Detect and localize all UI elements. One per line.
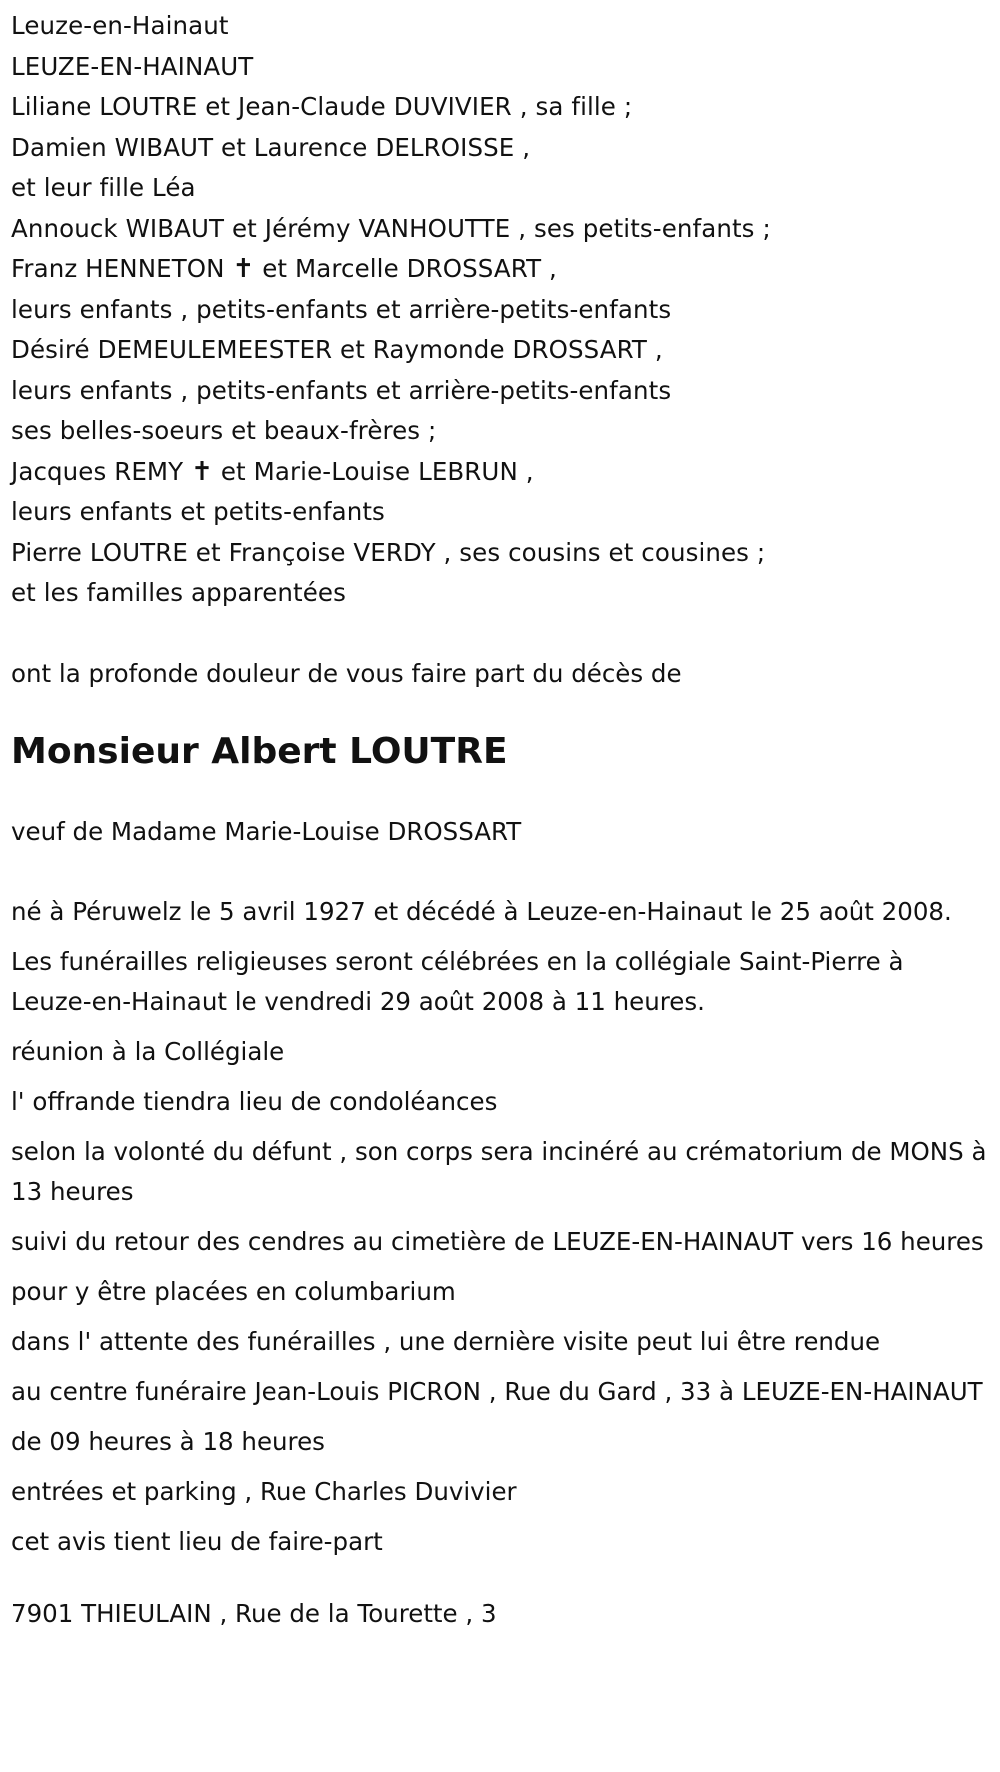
detail-line: suivi du retour des cendres au cimetière de LEUZE-EN-HAINAUT vers 16 heures — [11, 1226, 984, 1256]
family-line: ses belles-soeurs et beaux-frères ; — [11, 416, 437, 445]
detail-line: dans l' attente des funérailles , une dernière visite peut lui être rendue — [11, 1326, 881, 1356]
family-line: LEUZE-EN-HAINAUT — [11, 51, 254, 81]
family-line: Leuze-en-Hainaut — [11, 11, 229, 40]
cross-icon: ✝ — [232, 254, 255, 284]
family-line — [11, 452, 989, 493]
detail-line: pour y être placées en columbarium — [11, 1276, 456, 1306]
family-line: Liliane LOUTRE et Jean-Claude DUVIVIER , sa fille ; — [11, 92, 633, 121]
family-line: Damien WIBAUT et Laurence DELROISSE , — [11, 132, 531, 162]
cross-icon: ✝ — [191, 456, 213, 487]
family-line: et les familles apparentées — [11, 578, 346, 607]
announcement-intro: ont la profonde douleur de vous faire part du décès de — [11, 658, 682, 688]
detail-line: Les funérailles religieuses seront célébrées en la collégiale Saint-Pierre à Leuze-en-Hainaut le vendredi 29 août 2008 à 11 heures. — [11, 946, 904, 1016]
family-line — [11, 249, 989, 290]
detail-line: réunion à la Collégiale — [11, 1036, 285, 1066]
detail-line: l' offrande tiendra lieu de condoléances — [11, 1086, 498, 1116]
family-line: et leur fille Léa — [11, 173, 196, 202]
family-line: leurs enfants , petits-enfants et arrière-petits-enfants — [11, 294, 672, 324]
family-line: Annouck WIBAUT et Jérémy VANHOUTTE , ses petits-enfants ; — [11, 213, 771, 243]
family-line: leurs enfants , petits-enfants et arrière-petits-enfants — [11, 375, 672, 405]
family-line-text: Franz HENNETON — [11, 254, 233, 283]
family-line-text: et Marie-Louise LEBRUN , — [213, 456, 534, 486]
widow-line: veuf de Madame Marie-Louise DROSSART — [11, 816, 522, 846]
family-line: Désiré DEMEULEMEESTER et Raymonde DROSSART , — [11, 335, 663, 364]
deceased-name: Monsieur Albert LOUTRE — [11, 730, 508, 772]
detail-line: selon la volonté du défunt , son corps sera incinéré au crématorium de MONS à 13 heures — [11, 1136, 987, 1206]
family-line-text: Jacques REMY — [11, 456, 192, 486]
family-address: 7901 THIEULAIN , Rue de la Tourette , 3 — [11, 1598, 497, 1628]
family-list — [11, 6, 989, 614]
funeral-details — [11, 892, 989, 1562]
detail-line: au centre funéraire Jean-Louis PICRON , Rue du Gard , 33 à LEUZE-EN-HAINAUT — [11, 1376, 983, 1406]
detail-line: entrées et parking , Rue Charles Duvivier — [11, 1476, 517, 1506]
detail-line: né à Péruwelz le 5 avril 1927 et décédé à Leuze-en-Hainaut le 25 août 2008. — [11, 896, 952, 926]
family-line: leurs enfants et petits-enfants — [11, 497, 385, 526]
detail-line: cet avis tient lieu de faire-part — [11, 1526, 383, 1556]
family-line: Pierre LOUTRE et Françoise VERDY , ses cousins et cousines ; — [11, 537, 766, 567]
detail-line: de 09 heures à 18 heures — [11, 1426, 325, 1456]
family-line-text: et Marcelle DROSSART , — [254, 254, 557, 283]
spacer — [11, 614, 989, 654]
